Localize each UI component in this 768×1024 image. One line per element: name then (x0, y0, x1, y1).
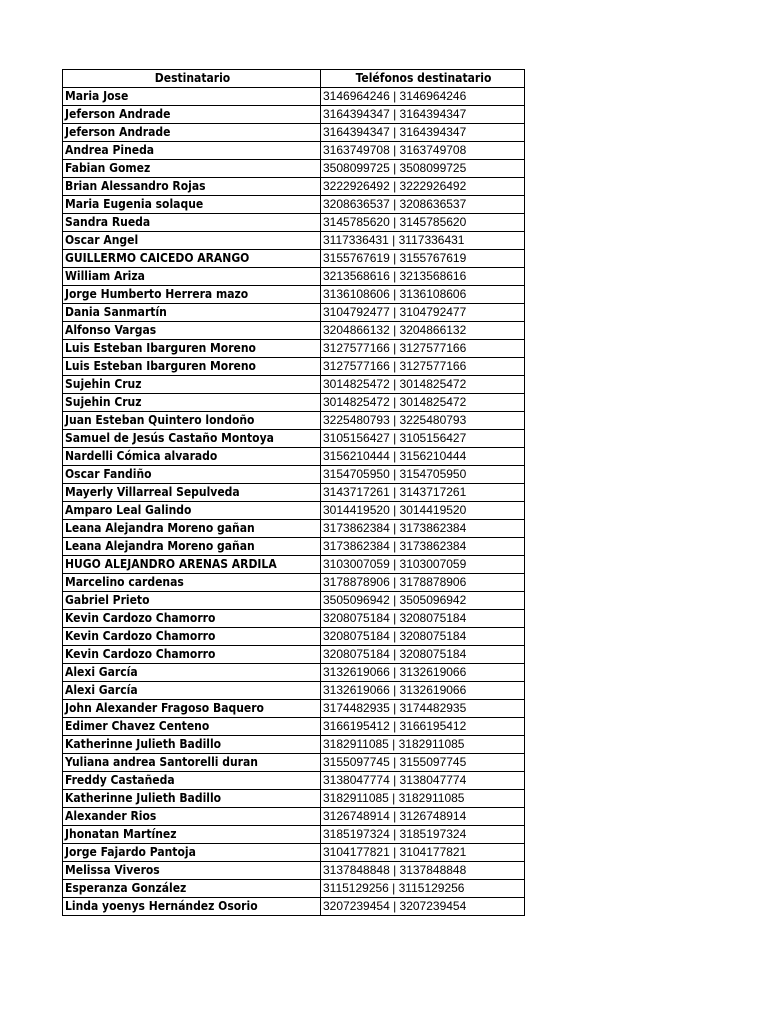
recipient-phones: 3105156427 | 3105156427 (321, 430, 525, 448)
recipient-name: Jhonatan Martínez (63, 826, 321, 844)
recipient-name: HUGO ALEJANDRO ARENAS ARDILA (63, 556, 321, 574)
header-phones: Teléfonos destinatario (321, 70, 525, 88)
recipient-name: Leana Alejandra Moreno gañan (63, 538, 321, 556)
table-row (63, 484, 525, 502)
recipient-name: Sujehin Cruz (63, 394, 321, 412)
recipient-phones: 3155097745 | 3155097745 (321, 754, 525, 772)
recipient-name: Yuliana andrea Santorelli duran (63, 754, 321, 772)
recipient-phones: 3146964246 | 3146964246 (321, 88, 525, 106)
recipient-phones: 3222926492 | 3222926492 (321, 178, 525, 196)
table-row (63, 862, 525, 880)
recipient-phones: 3178878906 | 3178878906 (321, 574, 525, 592)
recipient-name: Alexi García (63, 682, 321, 700)
recipient-name: Luis Esteban Ibarguren Moreno (63, 340, 321, 358)
recipient-phones: 3208075184 | 3208075184 (321, 610, 525, 628)
recipient-name: Samuel de Jesús Castaño Montoya (63, 430, 321, 448)
table-row (63, 538, 525, 556)
recipient-phones: 3127577166 | 3127577166 (321, 340, 525, 358)
recipient-phones: 3154705950 | 3154705950 (321, 466, 525, 484)
recipient-phones: 3163749708 | 3163749708 (321, 142, 525, 160)
recipient-name: Melissa Viveros (63, 862, 321, 880)
recipient-name: Luis Esteban Ibarguren Moreno (63, 358, 321, 376)
recipient-phones: 3174482935 | 3174482935 (321, 700, 525, 718)
recipient-phones: 3014419520 | 3014419520 (321, 502, 525, 520)
recipient-name: Juan Esteban Quintero londoño (63, 412, 321, 430)
table-row (63, 304, 525, 322)
table-row (63, 160, 525, 178)
recipient-name: Edimer Chavez Centeno (63, 718, 321, 736)
recipient-phones: 3155767619 | 3155767619 (321, 250, 525, 268)
recipient-phones: 3173862384 | 3173862384 (321, 538, 525, 556)
table-row (63, 466, 525, 484)
table-row (63, 232, 525, 250)
recipient-name: Maria Eugenia solaque (63, 196, 321, 214)
table-row (63, 754, 525, 772)
table-row (63, 646, 525, 664)
table-row (63, 88, 525, 106)
table-row (63, 430, 525, 448)
table-row (63, 898, 525, 916)
recipient-phones: 3505096942 | 3505096942 (321, 592, 525, 610)
recipient-phones: 3156210444 | 3156210444 (321, 448, 525, 466)
recipient-phones: 3185197324 | 3185197324 (321, 826, 525, 844)
recipient-name: Jeferson Andrade (63, 106, 321, 124)
recipient-name: John Alexander Fragoso Baquero (63, 700, 321, 718)
table-row (63, 142, 525, 160)
table-row (63, 682, 525, 700)
recipient-name: Linda yoenys Hernández Osorio (63, 898, 321, 916)
recipient-name: Freddy Castañeda (63, 772, 321, 790)
recipient-name: Maria Jose (63, 88, 321, 106)
recipient-name: Kevin Cardozo Chamorro (63, 646, 321, 664)
recipient-name: Esperanza González (63, 880, 321, 898)
table-row (63, 736, 525, 754)
recipient-phones: 3117336431 | 3117336431 (321, 232, 525, 250)
recipient-phones: 3143717261 | 3143717261 (321, 484, 525, 502)
recipient-phones: 3137848848 | 3137848848 (321, 862, 525, 880)
recipient-name: Jorge Fajardo Pantoja (63, 844, 321, 862)
table-row (63, 880, 525, 898)
table-row (63, 106, 525, 124)
recipient-name: Sandra Rueda (63, 214, 321, 232)
table-row (63, 664, 525, 682)
recipient-name: William Ariza (63, 268, 321, 286)
recipient-name: Leana Alejandra Moreno gañan (63, 520, 321, 538)
table-row (63, 628, 525, 646)
recipient-phones: 3208075184 | 3208075184 (321, 628, 525, 646)
recipient-phones: 3132619066 | 3132619066 (321, 664, 525, 682)
recipient-name: Jeferson Andrade (63, 124, 321, 142)
table-row (63, 556, 525, 574)
table-row (63, 124, 525, 142)
recipient-name: Katherinne Julieth Badillo (63, 736, 321, 754)
table-row (63, 394, 525, 412)
recipient-phones: 3115129256 | 3115129256 (321, 880, 525, 898)
recipient-name: Oscar Angel (63, 232, 321, 250)
recipient-name: Andrea Pineda (63, 142, 321, 160)
recipient-phones: 3164394347 | 3164394347 (321, 106, 525, 124)
table-row (63, 250, 525, 268)
table-row (63, 826, 525, 844)
recipient-phones: 3208636537 | 3208636537 (321, 196, 525, 214)
recipient-name: Mayerly Villarreal Sepulveda (63, 484, 321, 502)
table-row (63, 592, 525, 610)
recipient-name: Nardelli Cómica alvarado (63, 448, 321, 466)
recipient-phones: 3213568616 | 3213568616 (321, 268, 525, 286)
table-row (63, 610, 525, 628)
recipient-name: Amparo Leal Galindo (63, 502, 321, 520)
recipient-phones: 3136108606 | 3136108606 (321, 286, 525, 304)
table-row (63, 412, 525, 430)
recipient-name: Sujehin Cruz (63, 376, 321, 394)
recipient-phones: 3014825472 | 3014825472 (321, 376, 525, 394)
table-row (63, 772, 525, 790)
table-row (63, 520, 525, 538)
table-row (63, 808, 525, 826)
table-row (63, 574, 525, 592)
recipient-phones: 3164394347 | 3164394347 (321, 124, 525, 142)
recipient-phones: 3132619066 | 3132619066 (321, 682, 525, 700)
table-row (63, 178, 525, 196)
recipient-phones: 3225480793 | 3225480793 (321, 412, 525, 430)
recipient-name: Jorge Humberto Herrera mazo (63, 286, 321, 304)
table-header-row (63, 70, 525, 88)
recipient-name: Gabriel Prieto (63, 592, 321, 610)
recipient-phones: 3127577166 | 3127577166 (321, 358, 525, 376)
table-row (63, 340, 525, 358)
recipient-phones: 3508099725 | 3508099725 (321, 160, 525, 178)
recipient-name: Dania Sanmartín (63, 304, 321, 322)
table-row (63, 322, 525, 340)
recipient-phones: 3208075184 | 3208075184 (321, 646, 525, 664)
table-row (63, 214, 525, 232)
header-recipient: Destinatario (63, 70, 321, 88)
recipient-phones: 3182911085 | 3182911085 (321, 790, 525, 808)
recipient-name: Brian Alessandro Rojas (63, 178, 321, 196)
recipient-name: GUILLERMO CAICEDO ARANGO (63, 250, 321, 268)
recipient-name: Alexander Rios (63, 808, 321, 826)
table-row (63, 358, 525, 376)
table-row (63, 286, 525, 304)
table-row (63, 268, 525, 286)
recipient-phones: 3145785620 | 3145785620 (321, 214, 525, 232)
recipient-name: Kevin Cardozo Chamorro (63, 610, 321, 628)
table-row (63, 502, 525, 520)
recipient-name: Marcelino cardenas (63, 574, 321, 592)
table-row (63, 718, 525, 736)
recipient-phones: 3104792477 | 3104792477 (321, 304, 525, 322)
table-row (63, 196, 525, 214)
recipient-phones: 3103007059 | 3103007059 (321, 556, 525, 574)
recipient-name: Kevin Cardozo Chamorro (63, 628, 321, 646)
recipient-phones: 3014825472 | 3014825472 (321, 394, 525, 412)
table-row (63, 376, 525, 394)
recipient-phones: 3182911085 | 3182911085 (321, 736, 525, 754)
recipients-table (62, 69, 525, 916)
table-row (63, 790, 525, 808)
recipient-name: Katherinne Julieth Badillo (63, 790, 321, 808)
recipient-phones: 3204866132 | 3204866132 (321, 322, 525, 340)
recipient-phones: 3173862384 | 3173862384 (321, 520, 525, 538)
recipient-phones: 3207239454 | 3207239454 (321, 898, 525, 916)
table-row (63, 844, 525, 862)
recipient-name: Alexi García (63, 664, 321, 682)
recipient-name: Alfonso Vargas (63, 322, 321, 340)
table-row (63, 700, 525, 718)
recipient-name: Fabian Gomez (63, 160, 321, 178)
recipient-phones: 3126748914 | 3126748914 (321, 808, 525, 826)
recipient-name: Oscar Fandiño (63, 466, 321, 484)
recipient-phones: 3138047774 | 3138047774 (321, 772, 525, 790)
recipient-phones: 3166195412 | 3166195412 (321, 718, 525, 736)
recipient-phones: 3104177821 | 3104177821 (321, 844, 525, 862)
table-row (63, 448, 525, 466)
